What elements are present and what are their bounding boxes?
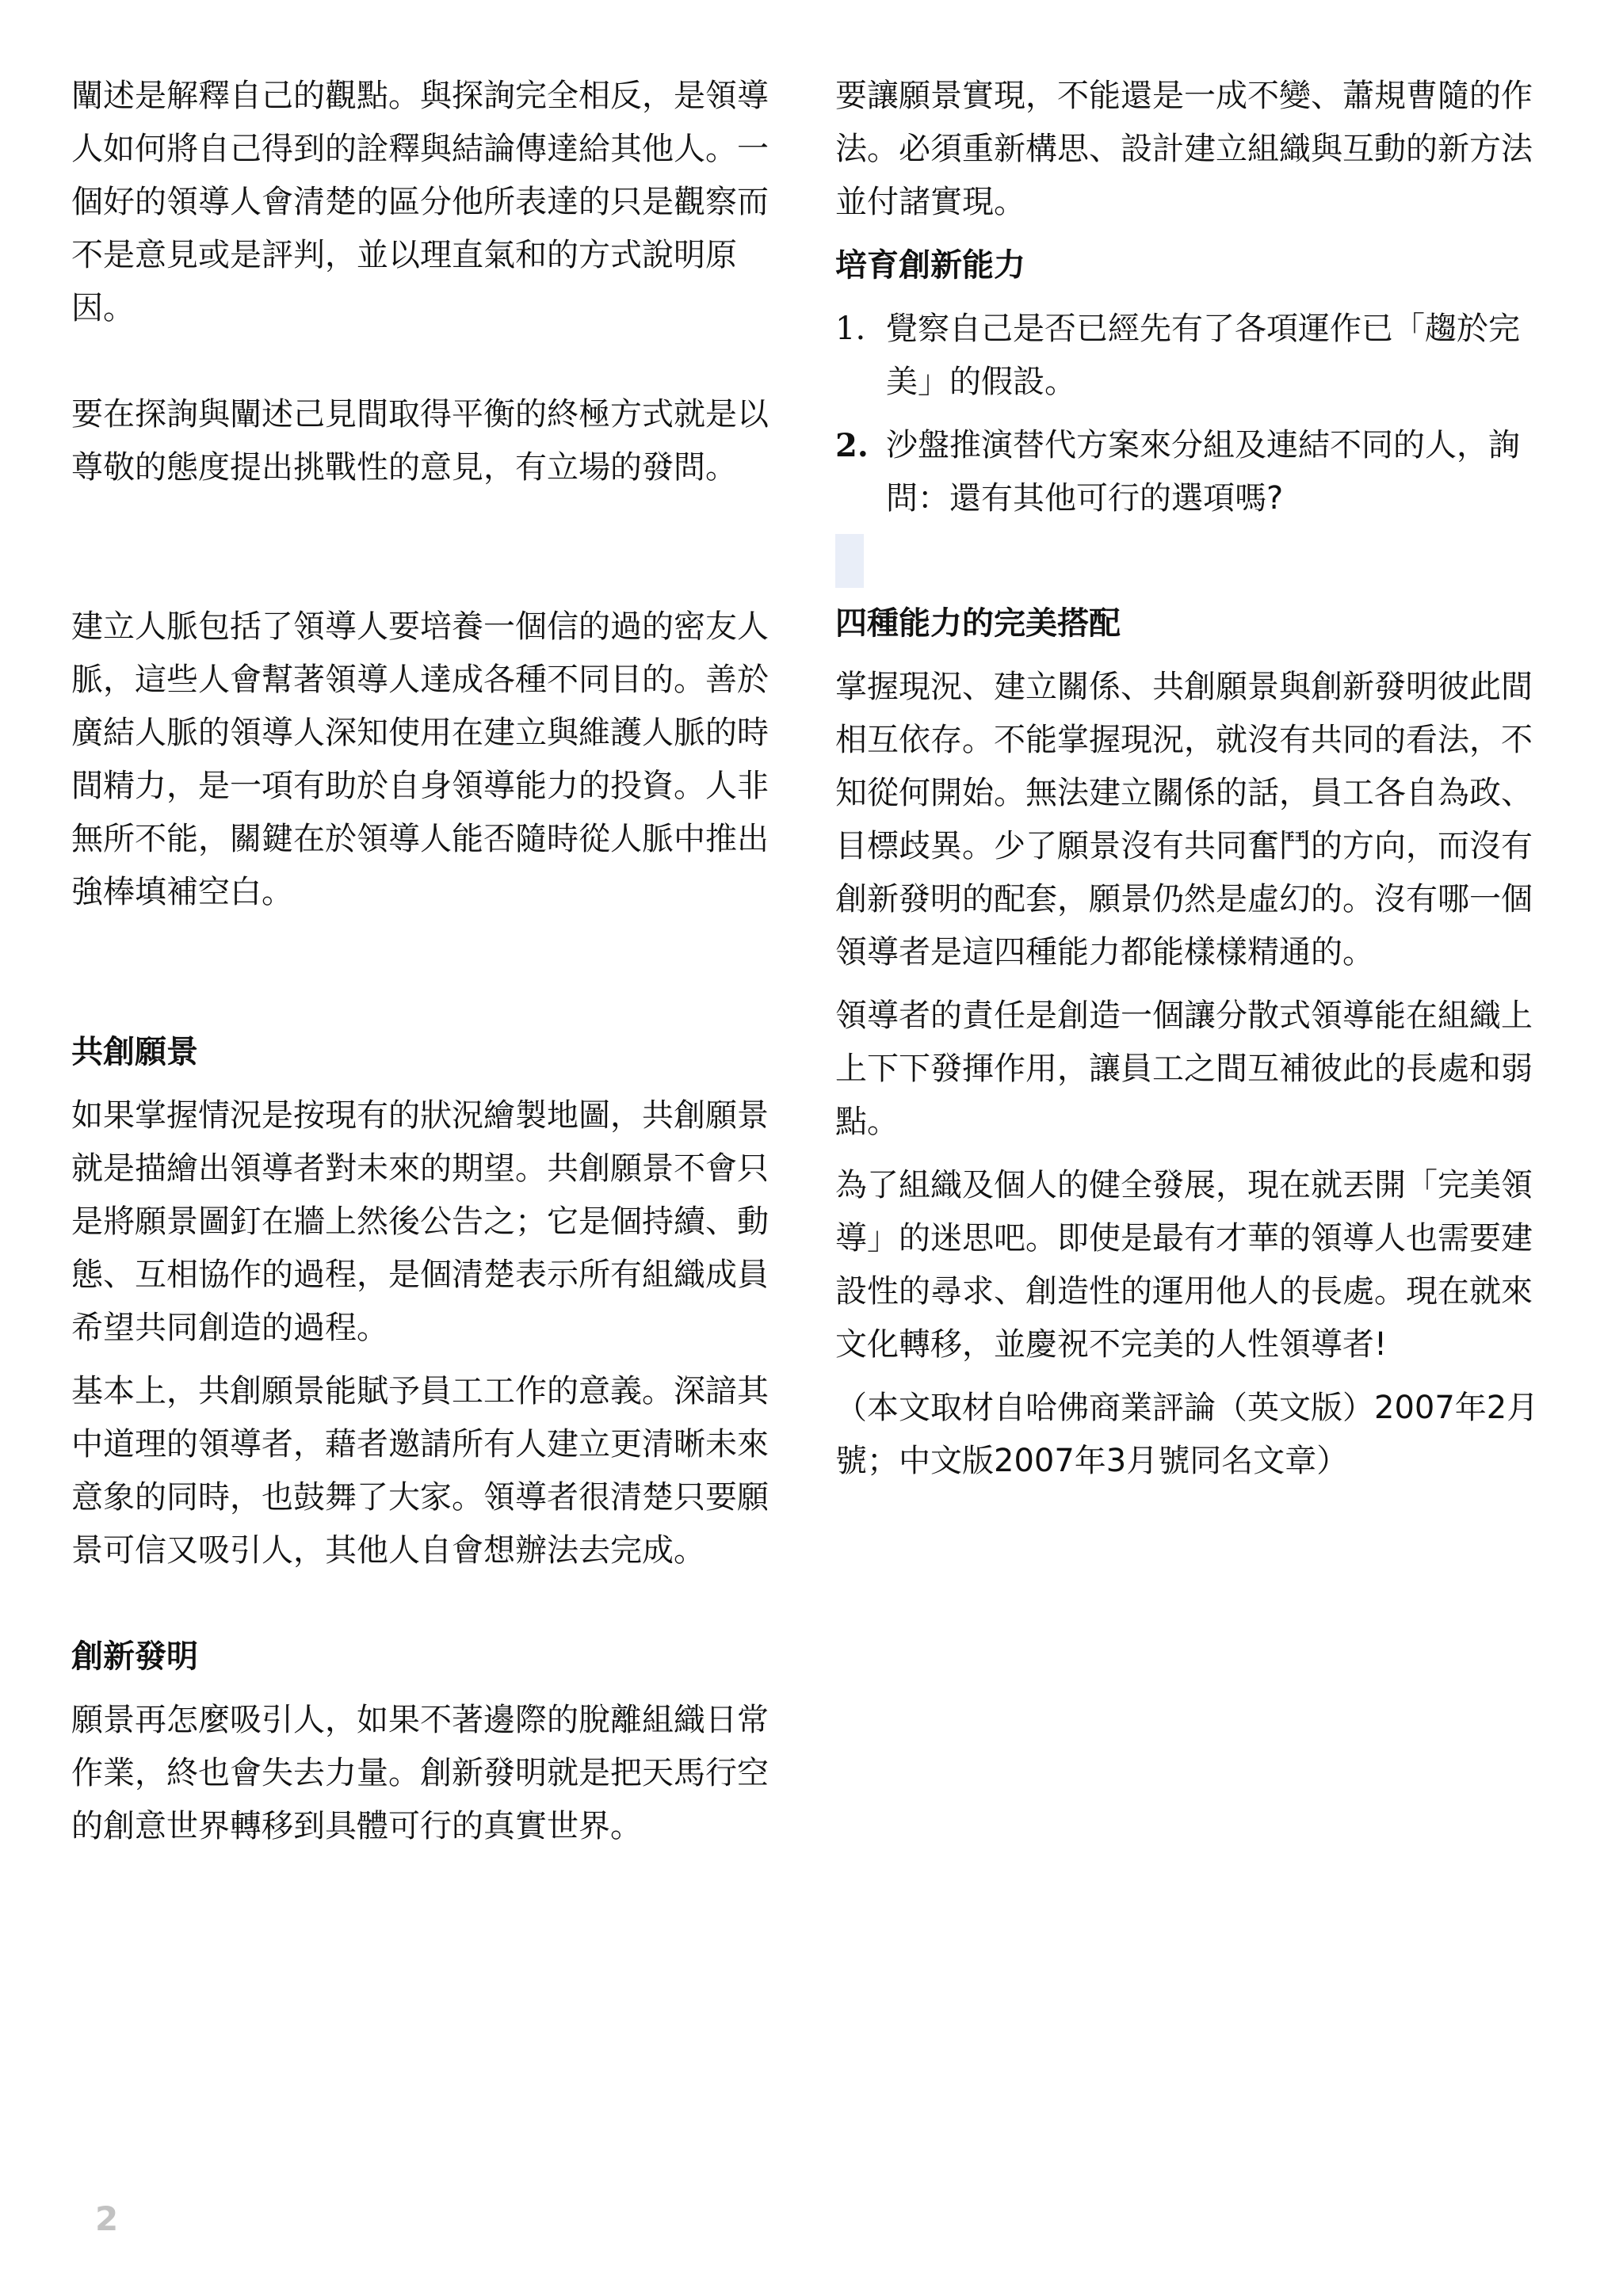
- innovation-steps-list: [835, 303, 1563, 525]
- innovation-paragraph: 願景再怎麼吸引人，如果不著邊際的脫離組織日常作業，終也會失去力量。創新發明就是把天馬行空的創意世界轉移到具體可行的真實世界。: [71, 1702, 769, 1844]
- heading-co-create-vision: 共創願景: [71, 1034, 198, 1070]
- vision-paragraph: 如果掌握情況是按現有的狀況繪製地圖，共創願景就是描繪出領導者對未來的期望。共創願景不會只是將願景圖釘在牆上然後公告之；它是個持續、動態、互相協作的過程，是個清楚表示所有組織成員希望共同創造的過程。: [71, 1097, 769, 1346]
- list-item: [835, 419, 1563, 525]
- advocacy-paragraph: 闡述是解釋自己的觀點。與探詢完全相反，是領導人如何將自己得到的詮釋與結論傳達給其他人。一個好的領導人會清楚的區分他所表達的只是觀察而不是意見或是評判，並以理直氣和的方式說明原因。: [71, 78, 769, 326]
- section-marker: [835, 534, 864, 588]
- right-column: [835, 70, 1563, 1488]
- list-item-text: 沙盤推演替代方案來分組及連結不同的人，詢問：還有其他可行的選項嗎?: [886, 427, 1520, 517]
- leader-responsibility-paragraph: 領導者的責任是創造一個讓分散式領導能在組織上上下下發揮作用，讓員工之間互補彼此的長處和弱點。: [835, 997, 1533, 1140]
- interdependence-paragraph: 掌握現況、建立關係、共創願景與創新發明彼此間相互依存。不能掌握現況，就沒有共同的看法，不知從何開始。無法建立關係的話，員工各自為政、目標歧異。少了願景沒有共同奮鬥的方向，而沒有創新發明的配套，願景仍然是虛幻的。沒有哪一個領導者是這四種能力都能樣樣精通的。: [835, 669, 1533, 971]
- balance-paragraph: 要在探詢與闡述己見間取得平衡的終極方式就是以尊敬的態度提出挑戰性的意見，有立場的發問。: [71, 396, 769, 486]
- vision-meaning-paragraph: 基本上，共創願景能賦予員工工作的意義。深諳其中道理的領導者，藉者邀請所有人建立更清晰未來意象的同時，也鼓舞了大家。領導者很清楚只要願景可信又吸引人，其他人自會想辦法去完成。: [71, 1373, 769, 1569]
- heading-innovation: 創新發明: [71, 1638, 198, 1675]
- list-item-text: 覺察自己是否已經先有了各項運作已「趨於完美」的假設。: [886, 311, 1520, 400]
- left-column: [71, 70, 791, 1853]
- source-note: （本文取材自哈佛商業評論（英文版）2007年2月號；中文版2007年3月號同名文章）: [835, 1390, 1539, 1479]
- heading-perfect-combination: 四種能力的完美搭配: [835, 605, 1121, 642]
- list-item-number: 2.: [835, 427, 869, 464]
- imperfect-leader-paragraph: 為了組織及個人的健全發展，現在就丟開「完美領導」的迷思吧。即使是最有才華的領導人也需要建設性的尋求、創造性的運用他人的長處。現在就來文化轉移，並慶祝不完美的人性領導者!: [835, 1167, 1533, 1363]
- page-number: 2: [95, 2199, 119, 2238]
- heading-cultivate-innovation: 培育創新能力: [835, 247, 1025, 284]
- list-item-number: 1.: [835, 311, 866, 347]
- list-item: [835, 303, 1563, 409]
- realize-vision-paragraph: 要讓願景實現，不能還是一成不變、蕭規曹隨的作法。必須重新構思、設計建立組織與互動的新方法並付諸實現。: [835, 78, 1533, 220]
- networking-paragraph: 建立人脈包括了領導人要培養一個信的過的密友人脈，這些人會幫著領導人達成各種不同目的。善於廣結人脈的領導人深知使用在建立與維護人脈的時間精力，是一項有助於自身領導能力的投資。人非無所不能，關鍵在於領導人能否隨時從人脈中推出強棒填補空白。: [71, 608, 769, 910]
